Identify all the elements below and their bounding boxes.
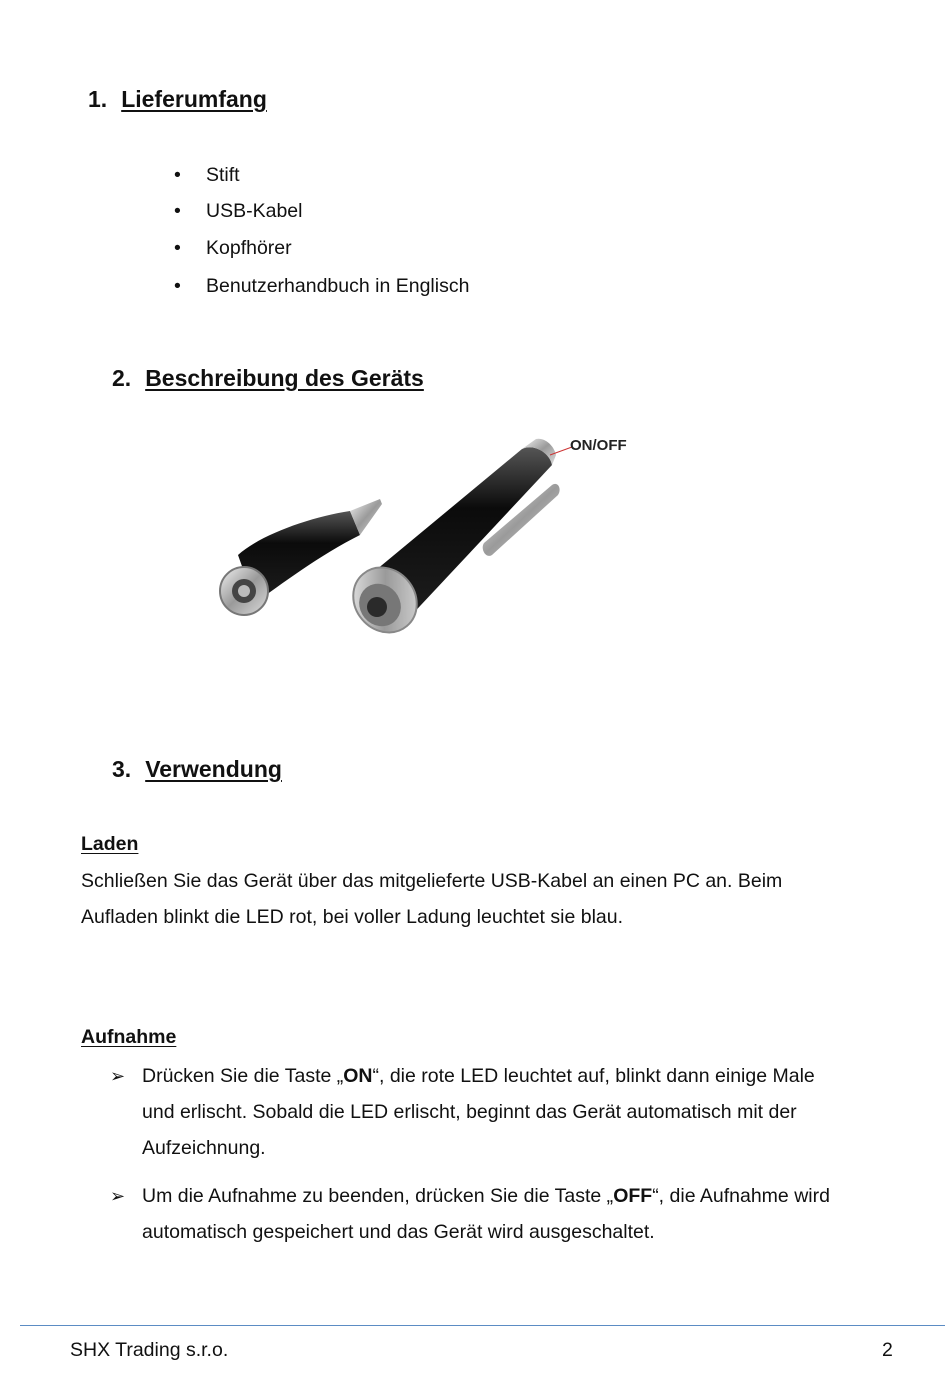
footer-divider <box>20 1325 945 1326</box>
list-item-text: Benutzerhandbuch in Englisch <box>206 275 470 297</box>
bullet-icon: • <box>174 275 181 297</box>
step-line: automatisch gespeichert und das Gerät wird ausgeschaltet. <box>142 1221 655 1243</box>
step-line: und erlischt. Sobald die LED erlischt, beginnt das Gerät automatisch mit der <box>142 1101 797 1123</box>
subheading-laden: Laden <box>81 833 139 855</box>
bullet-icon: • <box>174 200 181 222</box>
section-title: Lieferumfang <box>121 86 267 112</box>
section-heading-verwendung <box>112 756 282 783</box>
bullet-icon: • <box>174 164 181 186</box>
section-heading-beschreibung <box>112 365 424 392</box>
footer-company: SHX Trading s.r.o. <box>70 1339 229 1361</box>
section-heading-lieferumfang <box>88 86 267 113</box>
step-line: Aufzeichnung. <box>142 1137 266 1159</box>
list-item-text: USB-Kabel <box>206 200 303 222</box>
arrow-bullet-icon: ➢ <box>110 1066 126 1086</box>
on-off-callout: ON/OFF <box>570 437 627 454</box>
step-line: Um die Aufnahme zu beenden, drücken Sie die Taste „OFF“, die Aufnahme wird <box>142 1185 830 1207</box>
step-line: Drücken Sie die Taste „ON“, die rote LED leuchtet auf, blinkt dann einige Male <box>142 1065 815 1087</box>
section-title: Beschreibung des Geräts <box>145 365 424 391</box>
paragraph-line: Schließen Sie das Gerät über das mitgelieferte USB-Kabel an einen PC an. Beim <box>81 870 783 892</box>
key-off: OFF <box>613 1185 653 1207</box>
list-item-text: Kopfhörer <box>206 237 292 259</box>
section-number: 2. <box>112 365 132 391</box>
pen-figure <box>200 425 660 655</box>
section-number: 3. <box>112 756 132 782</box>
key-on: ON <box>343 1065 373 1087</box>
section-number: 1. <box>88 86 108 112</box>
pen-body <box>340 439 572 646</box>
page-number: 2 <box>882 1339 893 1361</box>
paragraph-line: Aufladen blinkt die LED rot, bei voller Ladung leuchtet sie blau. <box>81 906 624 928</box>
bullet-icon: • <box>174 237 181 259</box>
arrow-bullet-icon: ➢ <box>110 1186 126 1206</box>
list-item-text: Stift <box>206 164 240 186</box>
section-title: Verwendung <box>145 756 282 782</box>
subheading-aufnahme: Aufnahme <box>81 1026 177 1048</box>
